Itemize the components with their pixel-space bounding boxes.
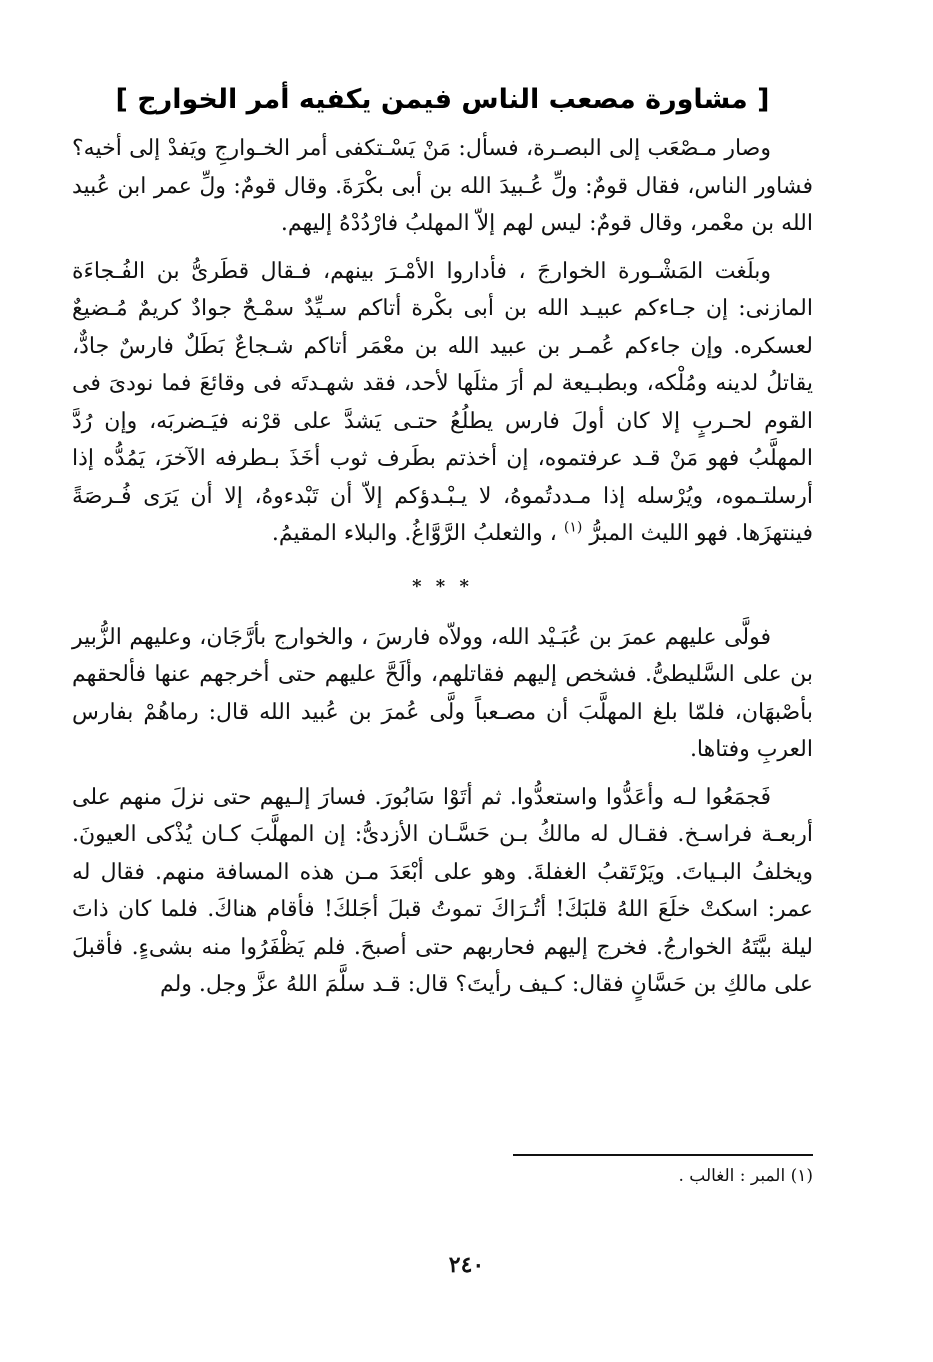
footnote: (١) المبر : الغالب .: [678, 1166, 813, 1186]
footnote-rule: [513, 1154, 813, 1156]
section-separator: * * *: [412, 575, 473, 597]
paragraph-2: [72, 253, 813, 553]
paragraph-4: فَجمَعُوا لـه وأعَدُّوا واستعدُّوا. ثم أتَوْا سَابُورَ. فسارَ إلـيهم حتى نزلَ منهم على أربعـة فراسـخ. فقـال له مالكُ بـن حَسَّـان الأزدىُّ: إن المهلَّبَ كـان يُذْكى العيونَ. ويخلفُ البـياتَ. ويَرْتَقبُ الغفلةَ. وهو على أبْعَدَ مـن هذه المسافة منهم. فقال له عمر: اسكتْ خلَعَ اللهُ قلبَكَ! أتُـرَاكَ تموتُ قبلَ أجَلكَ! فأقام هناكَ. فلما كان ذاتَ ليلة بيَّتَهُ الخوارجُ. فخرج إليهم فحاربهم حتى أصبحَ. فلم يَظْفَرُوا منه بشىءٍ. فأقبلَ على مالكِ بن حَسَّانٍ فقال: كـيف رأيتَ؟ قال: قـد سلَّمَ اللهُ عزَّ وجل. ولم: [72, 784, 813, 997]
paragraph-1: وصار مـصْعَب إلى البصـرة، فسأل: مَنْ يَسْـتكفى أمر الخـوارجِ ويَفدْ إلى أخيه؟ فشاور الناس، فقال قومٌ: ولِّ عُـبيدَ الله بن أبى بكْرَةَ. وقال قومٌ: ولِّ عمر ابن عُبيد الله بن معْمر، وقال قومٌ: ليس لهم إلاّ المهلبُ فارْدُدْهُ إليهم.: [72, 136, 813, 236]
paragraph-2-text: وبلَغت المَشْـورة الخوارجَ ، فأداروا الأمْـرَ بينهم، فـقال قطَرىُّ بن الفُـجاءَة المازنى: إن جـاءكم عبيـد الله بن أبى بكْرة أتاكم سـيِّدٌ سمْـحٌ جوادٌ كريمٌ مُـضيعٌ لعسكره. وإن جاءكم عُمـر بن عبيد الله بن معْمَر أتاكم شـجاعٌ بَطَلٌ فارسٌ جادٌّ، يقاتلُ لدينه ومُلْكه، وبطبـيعة لم أرَ مثلَها لأحد، فقد شهـدتَه فى وقائعَ فما نودىَ فى القوم لحـربٍ إلا كان أولَ فارس يطلُعُ حتـى يَشدَّ على قرْنه فيَـضربَه، وإن رُدَّ المهلَّبُ فهو مَنْ قـد عرفتموه، إن أخذتم بطَرف ثوب أخَذَ بـطرفه الآخرَ، يَمُدُّه إذا أرسلتـموه، ويُرْسله إذا مـددتُموهُ، لا يـبْـدؤكم إلاّ أن تَبْدءوهُ، إلا أن يَرَى فُـرصَةً فينتهزَها. فهو الليث المبرُّ: [72, 258, 813, 546]
paragraph-3: فولَّى عليهم عمرَ بن عُبَـيْد الله، وولاّه فارسَ ، والخوارج بأرَّجَان، وعليهم الزُّبير بن على السَّليطىُّ. فشخص إليهم فقاتلهم، وألَحَّ عليهم حتى أخرجهم عنها فألحقهم بأصْبهَان، فلمّا بلغ المهلَّبَ أن مصـعباً ولَّى عُمرَ بن عُبيد الله قال: رماهُمْ بفارس العربِ وفتاها.: [72, 624, 813, 762]
paragraph-2-tail: ، والثعلبُ الرَّوَّاغُ. والبلاء المقيمُ.: [271, 521, 557, 546]
page-number: ٢٤٠: [448, 1252, 485, 1278]
footnote-marker[interactable]: (١): [563, 519, 583, 536]
section-heading: [ مشاورة مصعب الناس فيمن يكفيه أمر الخوارج ]: [115, 84, 770, 115]
